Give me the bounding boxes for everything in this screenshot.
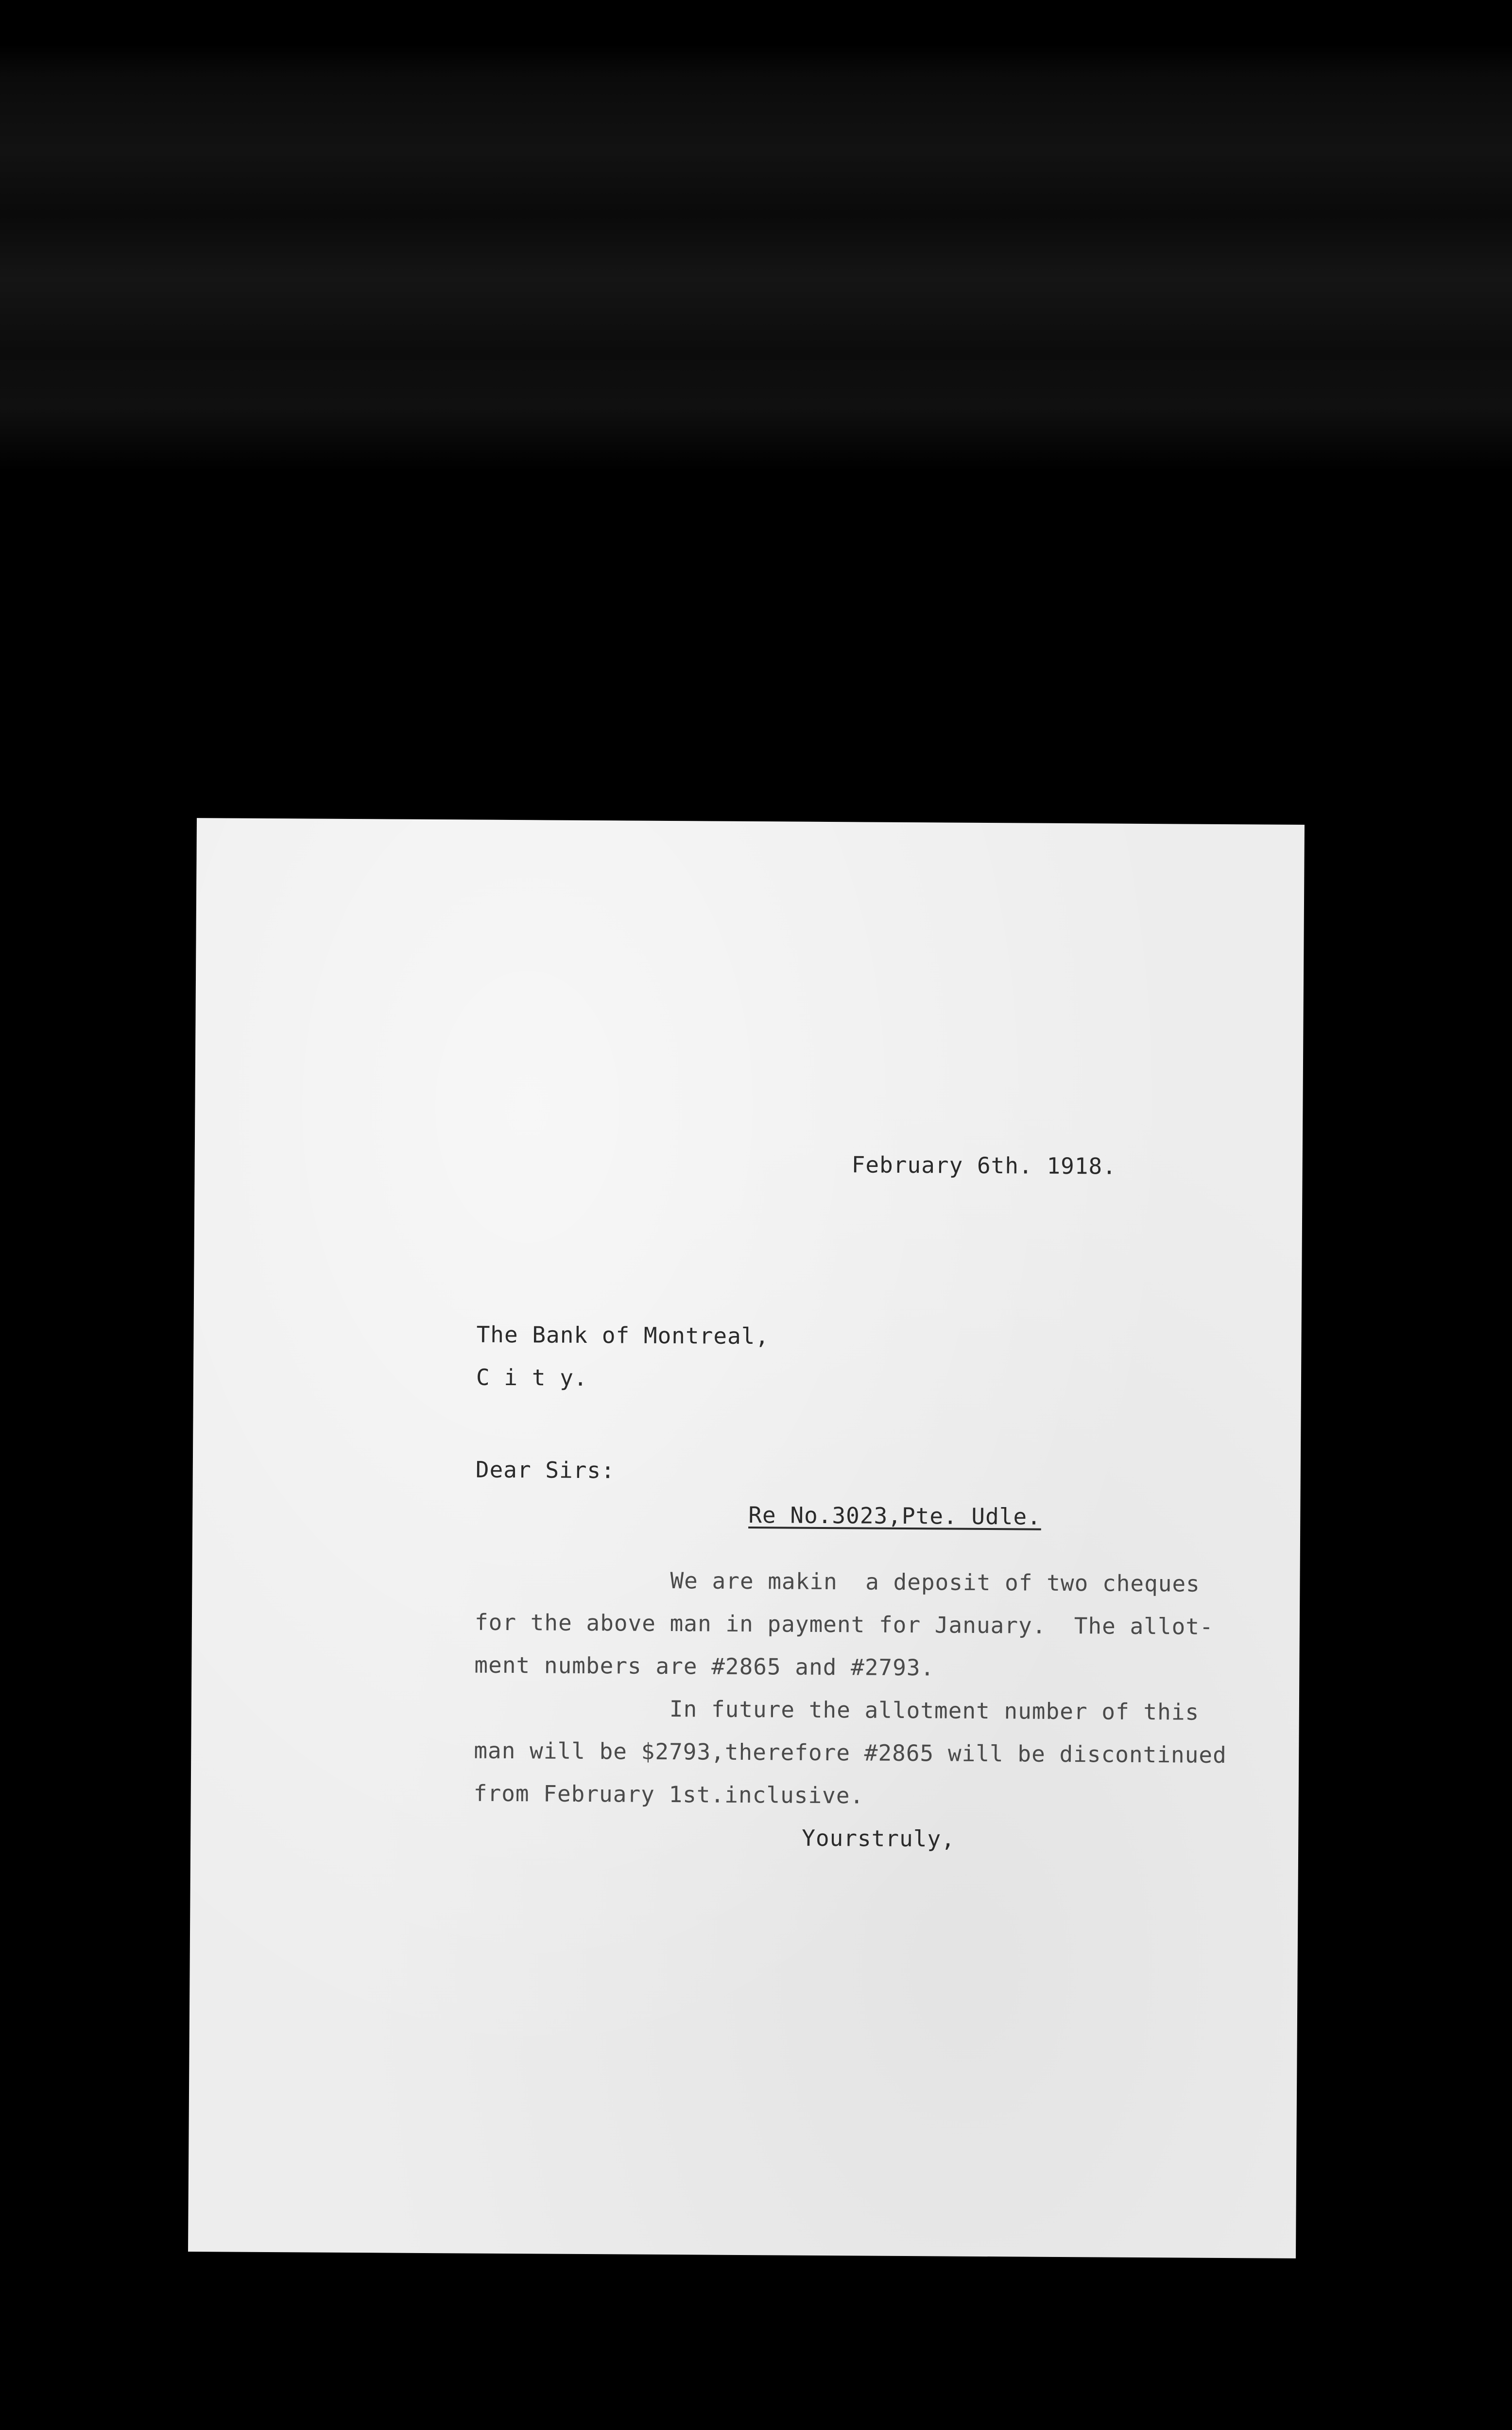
body-line-3: ment numbers are #2865 and #2793. — [474, 1651, 935, 1681]
closing: Yourstruly, — [802, 1824, 956, 1852]
salutation: Dear Sirs: — [475, 1456, 615, 1484]
body-line-4: In future the allotment number of this — [669, 1696, 1200, 1725]
recipient-name: The Bank of Montreal, — [476, 1321, 770, 1350]
reference-line: Re No.3023,Pte. Udle. — [748, 1502, 1042, 1530]
letter-date: February 6th. 1918. — [851, 1151, 1117, 1180]
letter-page — [188, 818, 1305, 2258]
body-line-1: We are makin a deposit of two cheques — [670, 1567, 1201, 1597]
body-line-2: for the above man in payment for January. The allot- — [474, 1609, 1214, 1640]
body-line-6: from February 1st.inclusive. — [473, 1780, 864, 1809]
recipient-city: C i t y. — [476, 1364, 588, 1391]
film-leader-band — [0, 44, 1512, 471]
body-line-5: man will be $2793,therefore #2865 will be discontinued — [474, 1737, 1227, 1769]
